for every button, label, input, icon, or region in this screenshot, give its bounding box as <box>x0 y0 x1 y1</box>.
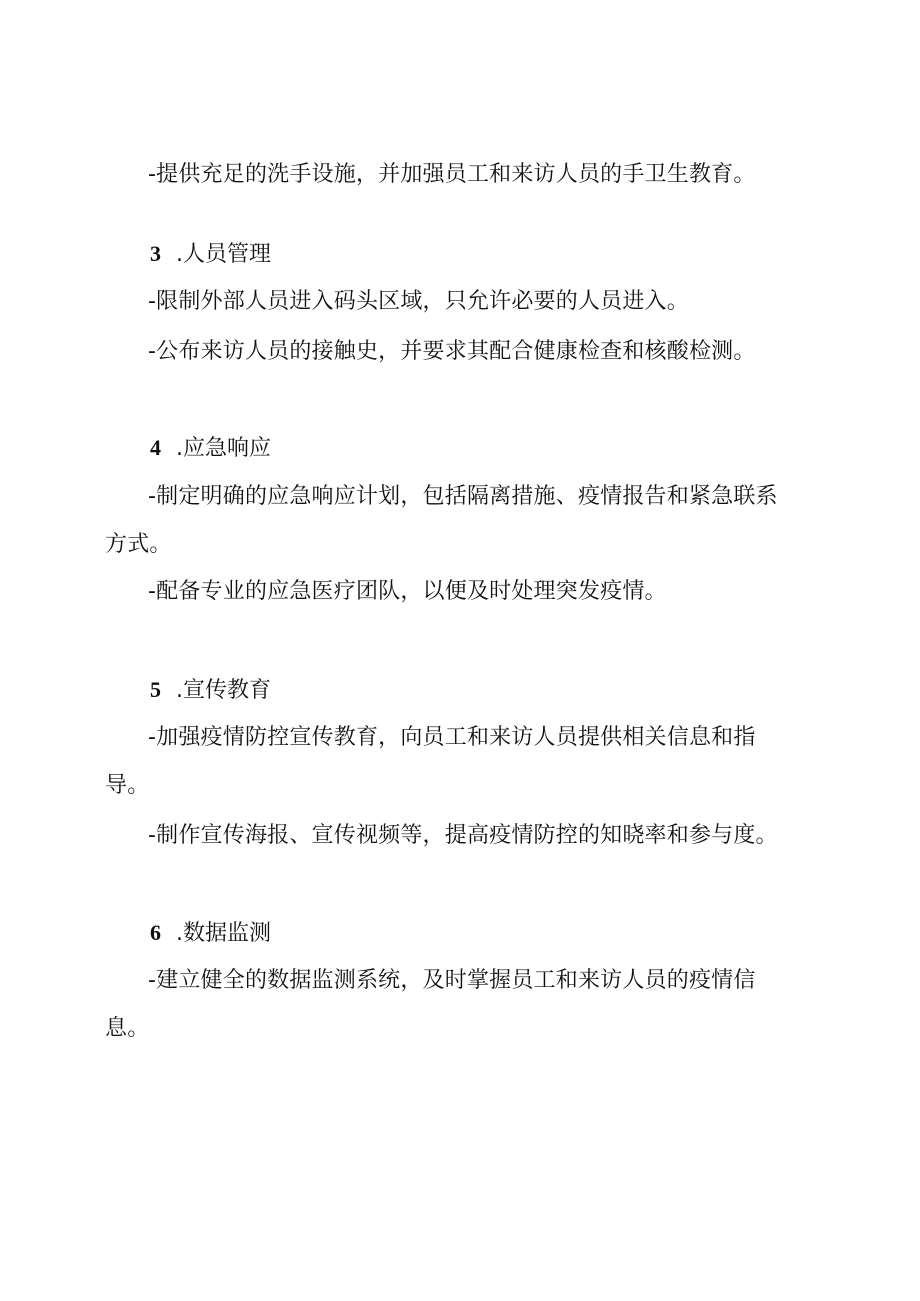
section-title: .人员管理 <box>176 242 271 267</box>
section-number: 6 <box>150 920 161 945</box>
section-number: 5 <box>150 677 161 702</box>
paragraph-handwashing: -提供充足的洗手设施，并加强员工和来访人员的手卫生教育。 <box>148 162 756 187</box>
paragraph-data-monitoring-cont: 息。 <box>105 1016 150 1041</box>
section-title: .宣传教育 <box>176 678 271 703</box>
section-number: 3 <box>150 241 161 266</box>
paragraph-posters: -制作宣传海报、宣传视频等，提高疫情防控的知晓率和参与度。 <box>148 823 778 848</box>
section-number: 4 <box>150 435 161 460</box>
section-heading-5 <box>150 675 271 706</box>
paragraph-emergency-plan-cont: 方式。 <box>105 532 172 557</box>
paragraph-restrict-access: -限制外部人员进入码头区域，只允许必要的人员进入。 <box>148 289 689 314</box>
section-title: .应急响应 <box>176 436 271 461</box>
paragraph-emergency-plan: -制定明确的应急响应计划，包括隔离措施、疫情报告和紧急联系 <box>148 484 778 509</box>
section-title: .数据监测 <box>176 921 271 946</box>
paragraph-contact-history: -公布来访人员的接触史，并要求其配合健康检查和核酸检测。 <box>148 339 756 364</box>
paragraph-medical-team: -配备专业的应急医疗团队，以便及时处理突发疫情。 <box>148 579 667 604</box>
section-heading-3 <box>150 239 271 270</box>
paragraph-education-cont: 导。 <box>105 773 150 798</box>
paragraph-education: -加强疫情防控宣传教育，向员工和来访人员提供相关信息和指 <box>148 725 756 750</box>
section-heading-4 <box>150 433 271 464</box>
section-heading-6 <box>150 918 271 949</box>
paragraph-data-monitoring: -建立健全的数据监测系统，及时掌握员工和来访人员的疫情信 <box>148 968 756 993</box>
